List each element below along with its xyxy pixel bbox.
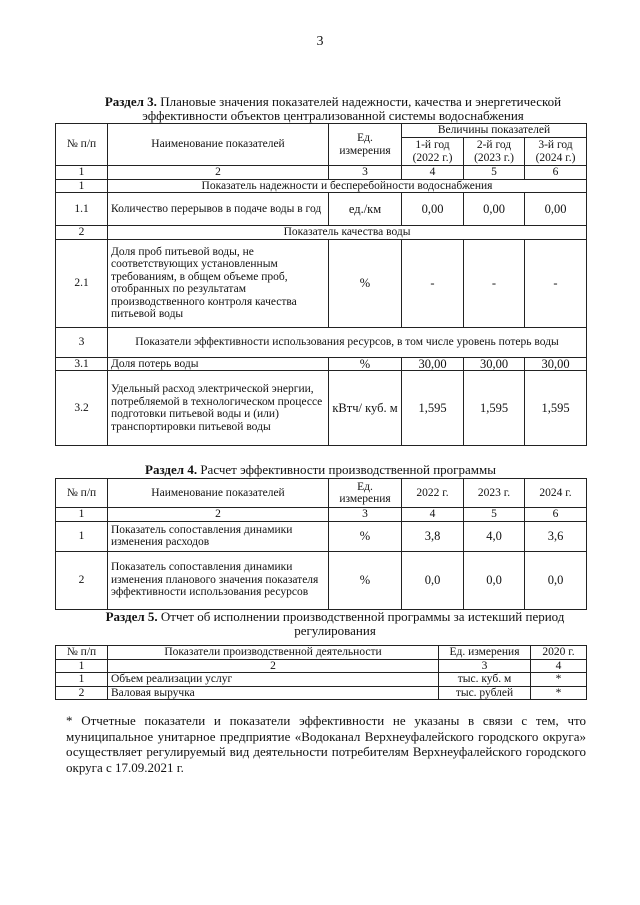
col-number: 2	[108, 508, 329, 522]
row-name: Доля потерь воды	[108, 357, 329, 371]
row-value: 1,595	[402, 371, 464, 446]
section3-table	[55, 123, 587, 446]
row-name: Удельный расход электрической энергии, потребляемой в технологическом процессе подготовки питьевой воды и (или) транспортировки питьевой воды	[108, 371, 329, 446]
footnote: * Отчетные показатели и показатели эффективности не указаны в связи с тем, что муниципальное унитарное предприятие «Водоканал Верхнеуфалейского городского округа» осуществляет регулируемый вид деятельности потребителям Верхнеуфалейского городского округа с 17.09.2021 г.	[66, 713, 586, 775]
group-label: Показатель качества воды	[108, 226, 587, 240]
col-number: 5	[464, 166, 525, 180]
col-number: 2	[108, 166, 329, 180]
table-row	[56, 357, 587, 371]
col-number: 1	[56, 659, 108, 673]
section3-title	[78, 95, 588, 123]
row-num: 2	[56, 551, 108, 609]
header-year-1: 1-й год (2022 г.)	[402, 138, 464, 166]
row-value: -	[464, 239, 525, 327]
table-row	[56, 521, 587, 551]
table-row	[56, 193, 587, 226]
table-row	[56, 551, 587, 609]
col-number: 3	[439, 659, 531, 673]
row-value: 0,0	[464, 551, 525, 609]
header-year: 2020 г.	[531, 646, 587, 660]
row-name: Объем реализации услуг	[108, 673, 439, 687]
row-value: *	[531, 673, 587, 687]
section5-title	[100, 610, 570, 638]
row-value: 0,00	[525, 193, 587, 226]
header-name: Наименование показателей	[108, 124, 329, 166]
section5-title-label: Раздел 5.	[105, 609, 158, 624]
row-num: 2.1	[56, 239, 108, 327]
row-value: 0,00	[402, 193, 464, 226]
row-name: Валовая выручка	[108, 686, 439, 700]
section4-title-text: Расчет эффективности производственной программы	[200, 462, 496, 477]
row-num: 1.1	[56, 193, 108, 226]
row-value: 30,00	[464, 357, 525, 371]
header-name: Показатели производственной деятельности	[108, 646, 439, 660]
row-unit: кВтч/ куб. м	[329, 371, 402, 446]
col-number: 4	[531, 659, 587, 673]
header-num: № п/п	[56, 479, 108, 508]
page-number: 3	[316, 34, 324, 49]
group-num: 2	[56, 226, 108, 240]
row-value: 3,8	[402, 521, 464, 551]
row-unit: %	[329, 239, 402, 327]
section3-title-label: Раздел 3.	[104, 94, 157, 109]
row-unit: %	[329, 551, 402, 609]
table-row	[56, 673, 587, 687]
row-value: 0,0	[525, 551, 587, 609]
section4-table	[55, 478, 587, 610]
row-num: 3.1	[56, 357, 108, 371]
row-value: 1,595	[464, 371, 525, 446]
row-value: *	[531, 686, 587, 700]
header-num: № п/п	[56, 124, 108, 166]
header-year-3: 2024 г.	[525, 479, 587, 508]
section4-title-label: Раздел 4.	[145, 462, 198, 477]
row-unit: %	[329, 521, 402, 551]
row-value: 0,0	[402, 551, 464, 609]
group-label: Показатели эффективности использования ресурсов, в том числе уровень потерь воды	[108, 327, 587, 357]
row-value: 1,595	[525, 371, 587, 446]
group-num: 3	[56, 327, 108, 357]
header-values: Величины показателей	[402, 124, 587, 138]
header-unit: Ед. измерения	[439, 646, 531, 660]
header-name: Наименование показателей	[108, 479, 329, 508]
row-value: 30,00	[525, 357, 587, 371]
group-label: Показатель надежности и бесперебойности водоснабжения	[108, 179, 587, 193]
col-number: 2	[108, 659, 439, 673]
row-unit: тыс. куб. м	[439, 673, 531, 687]
header-year-1: 2022 г.	[402, 479, 464, 508]
section5-table	[55, 645, 587, 700]
col-number: 4	[402, 166, 464, 180]
header-year-3: 3-й год (2024 г.)	[525, 138, 587, 166]
row-num: 2	[56, 686, 108, 700]
row-name: Показатель сопоставления динамики изменения планового значения показателя эффективности использования ресурсов	[108, 551, 329, 609]
row-unit: %	[329, 357, 402, 371]
section5-title-text: Отчет об исполнении производственной программы за истекший период регулирования	[160, 609, 565, 638]
row-value: 0,00	[464, 193, 525, 226]
row-name: Доля проб питьевой воды, не соответствующих установленным требованиям, в общем объеме проб, отобранных по результатам производственного контроля качества питьевой воды	[108, 239, 329, 327]
table-row	[56, 239, 587, 327]
col-number: 1	[56, 166, 108, 180]
row-unit: тыс. рублей	[439, 686, 531, 700]
row-value: -	[402, 239, 464, 327]
header-unit: Ед. измерения	[329, 479, 402, 508]
row-value: -	[525, 239, 587, 327]
row-unit: ед./км	[329, 193, 402, 226]
col-number: 6	[525, 508, 587, 522]
header-year-2: 2-й год (2023 г.)	[464, 138, 525, 166]
header-unit: Ед. измерения	[329, 124, 402, 166]
col-number: 4	[402, 508, 464, 522]
col-number: 3	[329, 166, 402, 180]
col-number: 5	[464, 508, 525, 522]
row-num: 1	[56, 521, 108, 551]
row-num: 1	[56, 673, 108, 687]
group-num: 1	[56, 179, 108, 193]
row-num: 3.2	[56, 371, 108, 446]
col-number: 3	[329, 508, 402, 522]
col-number: 1	[56, 508, 108, 522]
row-name: Показатель сопоставления динамики изменения расходов	[108, 521, 329, 551]
row-value: 3,6	[525, 521, 587, 551]
row-name: Количество перерывов в подаче воды в год	[108, 193, 329, 226]
section4-title	[55, 463, 586, 477]
table-row	[56, 371, 587, 446]
row-value: 4,0	[464, 521, 525, 551]
col-number: 6	[525, 166, 587, 180]
header-num: № п/п	[56, 646, 108, 660]
row-value: 30,00	[402, 357, 464, 371]
table-row	[56, 686, 587, 700]
section3-title-text: Плановые значения показателей надежности, качества и энергетической эффективности объектов централизованной системы водоснабжения	[142, 94, 562, 123]
header-year-2: 2023 г.	[464, 479, 525, 508]
